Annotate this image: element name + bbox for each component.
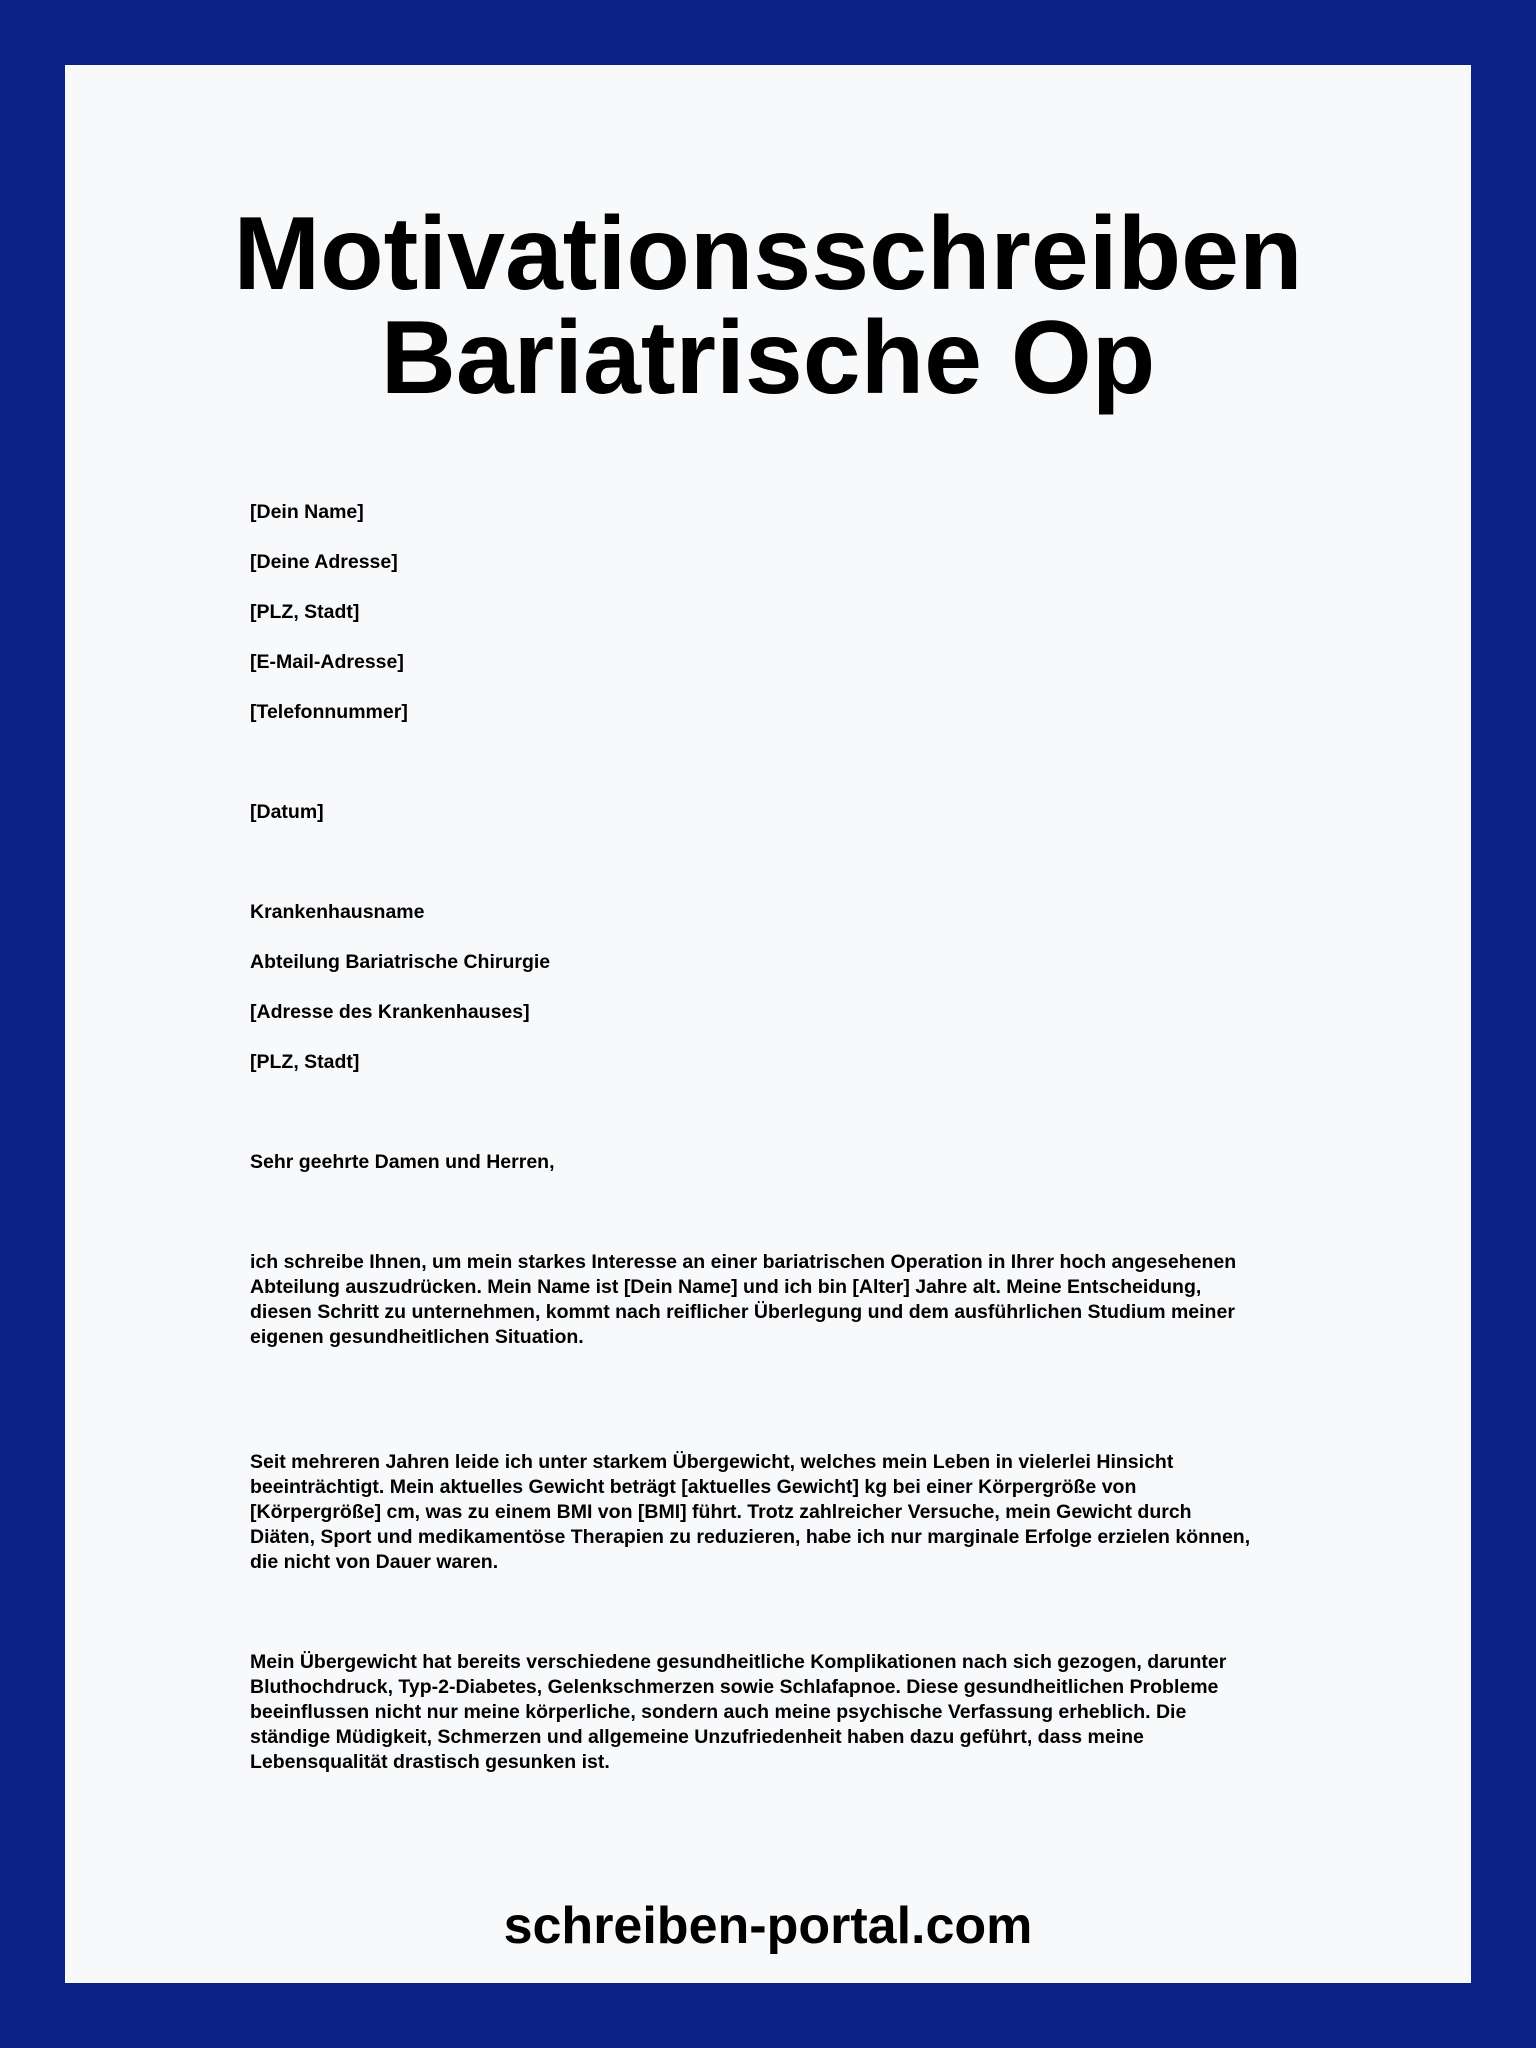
paragraph-complications <box>250 1650 1340 1775</box>
paragraph-line: [Körpergröße] cm, was zu einem BMI von [BMI] führt. Trotz zahlreicher Versuche, mein Gewicht durch <box>250 1501 1192 1523</box>
site-footer-url: schreiben-portal.com <box>503 1897 1033 1955</box>
title-line-1: Motivationsschreiben <box>233 196 1303 312</box>
sender-phone: [Telefonnummer] <box>250 701 408 723</box>
recipient-department: Abteilung Bariatrische Chirurgie <box>250 951 551 973</box>
paragraph-line: eigenen gesundheitlichen Situation. <box>250 1326 584 1348</box>
letter-page <box>65 65 1471 1983</box>
paragraph-line: Diäten, Sport und medikamentöse Therapien zu reduzieren, habe ich nur marginale Erfolge erzielen können, <box>250 1526 1251 1548</box>
paragraph-line: diesen Schritt zu unternehmen, kommt nach reiflicher Überlegung und dem ausführlichen Studium meiner <box>250 1301 1235 1323</box>
salutation: Sehr geehrte Damen und Herren, <box>250 1151 555 1173</box>
paragraph-line: beeinflussen nicht nur meine körperliche, sondern auch meine psychische Verfassung erheblich. Die <box>250 1701 1187 1723</box>
paragraph-line: beeinträchtigt. Mein aktuelles Gewicht beträgt [aktuelles Gewicht] kg bei einer Körpergröße von <box>250 1476 1137 1498</box>
paragraph-line: Lebensqualität drastisch gesunken ist. <box>250 1751 610 1773</box>
title-line-2: Bariatrische Op <box>380 300 1156 416</box>
recipient-hospital: Krankenhausname <box>250 901 425 923</box>
paragraph-intro <box>250 1250 1340 1350</box>
paragraph-weight <box>250 1450 1340 1575</box>
recipient-address: [Adresse des Krankenhauses] <box>250 1001 530 1023</box>
paragraph-line: Mein Übergewicht hat bereits verschiedene gesundheitliche Komplikationen nach sich gezogen, darunter <box>250 1651 1227 1673</box>
sender-address: [Deine Adresse] <box>250 551 398 573</box>
paragraph-line: die nicht von Dauer waren. <box>250 1551 499 1573</box>
paragraph-line: Abteilung auszudrücken. Mein Name ist [Dein Name] und ich bin [Alter] Jahre alt. Meine Entscheidung, <box>250 1276 1202 1298</box>
paragraph-line: ständige Müdigkeit, Schmerzen und allgemeine Unzufriedenheit haben dazu geführt, dass meine <box>250 1726 1144 1748</box>
page-title <box>65 196 1471 416</box>
paragraph-line: Seit mehreren Jahren leide ich unter starkem Übergewicht, welches mein Leben in vielerlei Hinsicht <box>250 1451 1174 1473</box>
sender-name: [Dein Name] <box>250 501 364 523</box>
paragraph-line: Bluthochdruck, Typ-2-Diabetes, Gelenkschmerzen sowie Schlafapnoe. Diese gesundheitlichen Probleme <box>250 1676 1219 1698</box>
paragraph-line: ich schreibe Ihnen, um mein starkes Interesse an einer bariatrischen Operation in Ihrer hoch angesehenen <box>250 1251 1237 1273</box>
sender-city: [PLZ, Stadt] <box>250 601 360 623</box>
letter-date: [Datum] <box>250 801 324 823</box>
sender-email: [E-Mail-Adresse] <box>250 651 404 673</box>
recipient-city: [PLZ, Stadt] <box>250 1051 360 1073</box>
